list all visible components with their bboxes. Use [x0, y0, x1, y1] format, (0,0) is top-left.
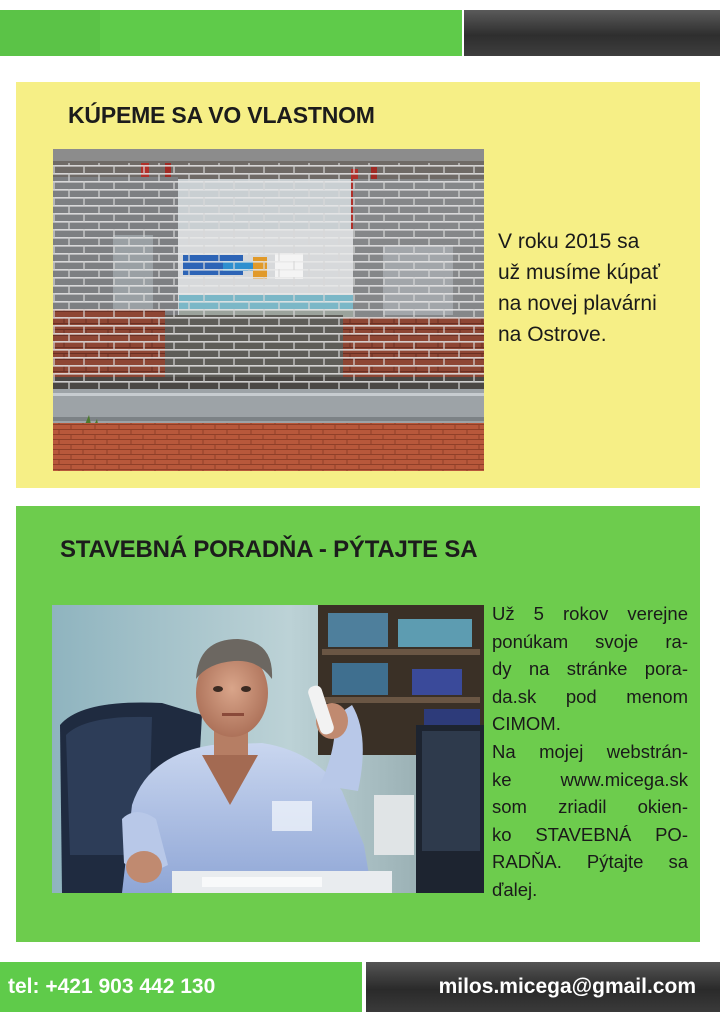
header-green-bar [0, 10, 462, 56]
advice-text-line: som zriadil okien- [492, 796, 688, 818]
footer-dark-bar [366, 962, 720, 1012]
section-advice [16, 506, 700, 942]
advice-text-line: dy na stránke pora- [492, 658, 688, 680]
advice-text-line: ko STAVEBNÁ PO- [492, 823, 688, 845]
advice-text-line: ponúkam svoje ra- [492, 630, 688, 652]
advice-text-line: Už 5 rokov verejne [492, 603, 688, 624]
section-advice-text [492, 600, 688, 904]
office-photo [52, 605, 484, 893]
pool-text-line: V roku 2015 sa [498, 230, 640, 253]
advice-text-line: Na mojej webstrán- [492, 740, 688, 762]
section-pool-text [498, 226, 698, 350]
advice-text-line: CIMOM. [492, 713, 561, 735]
pool-text-line: na novej plavárni [498, 292, 657, 315]
header-dark-bar [464, 10, 720, 56]
advice-text-line: ke www.micega.sk [492, 768, 688, 790]
pool-text-line: na Ostrove. [498, 323, 607, 346]
footer-green-bar [0, 962, 362, 1012]
section-pool-title: KÚPEME SA VO VLASTNOM [68, 102, 375, 128]
section-pool [16, 82, 700, 488]
pool-photo [53, 149, 484, 471]
email-link[interactable]: milos.micega@gmail.com [438, 975, 696, 998]
phone-number[interactable]: tel: +421 903 442 130 [8, 975, 216, 998]
advice-text-line: ďalej. [492, 878, 538, 900]
advice-text-line: da.sk pod menom [492, 685, 688, 707]
advice-text-line: RADŇA. Pýtajte sa [492, 851, 688, 873]
pool-text-line: už musíme kúpať [498, 261, 660, 284]
section-advice-title: STAVEBNÁ PORADŇA - PÝTAJTE SA [60, 536, 478, 563]
